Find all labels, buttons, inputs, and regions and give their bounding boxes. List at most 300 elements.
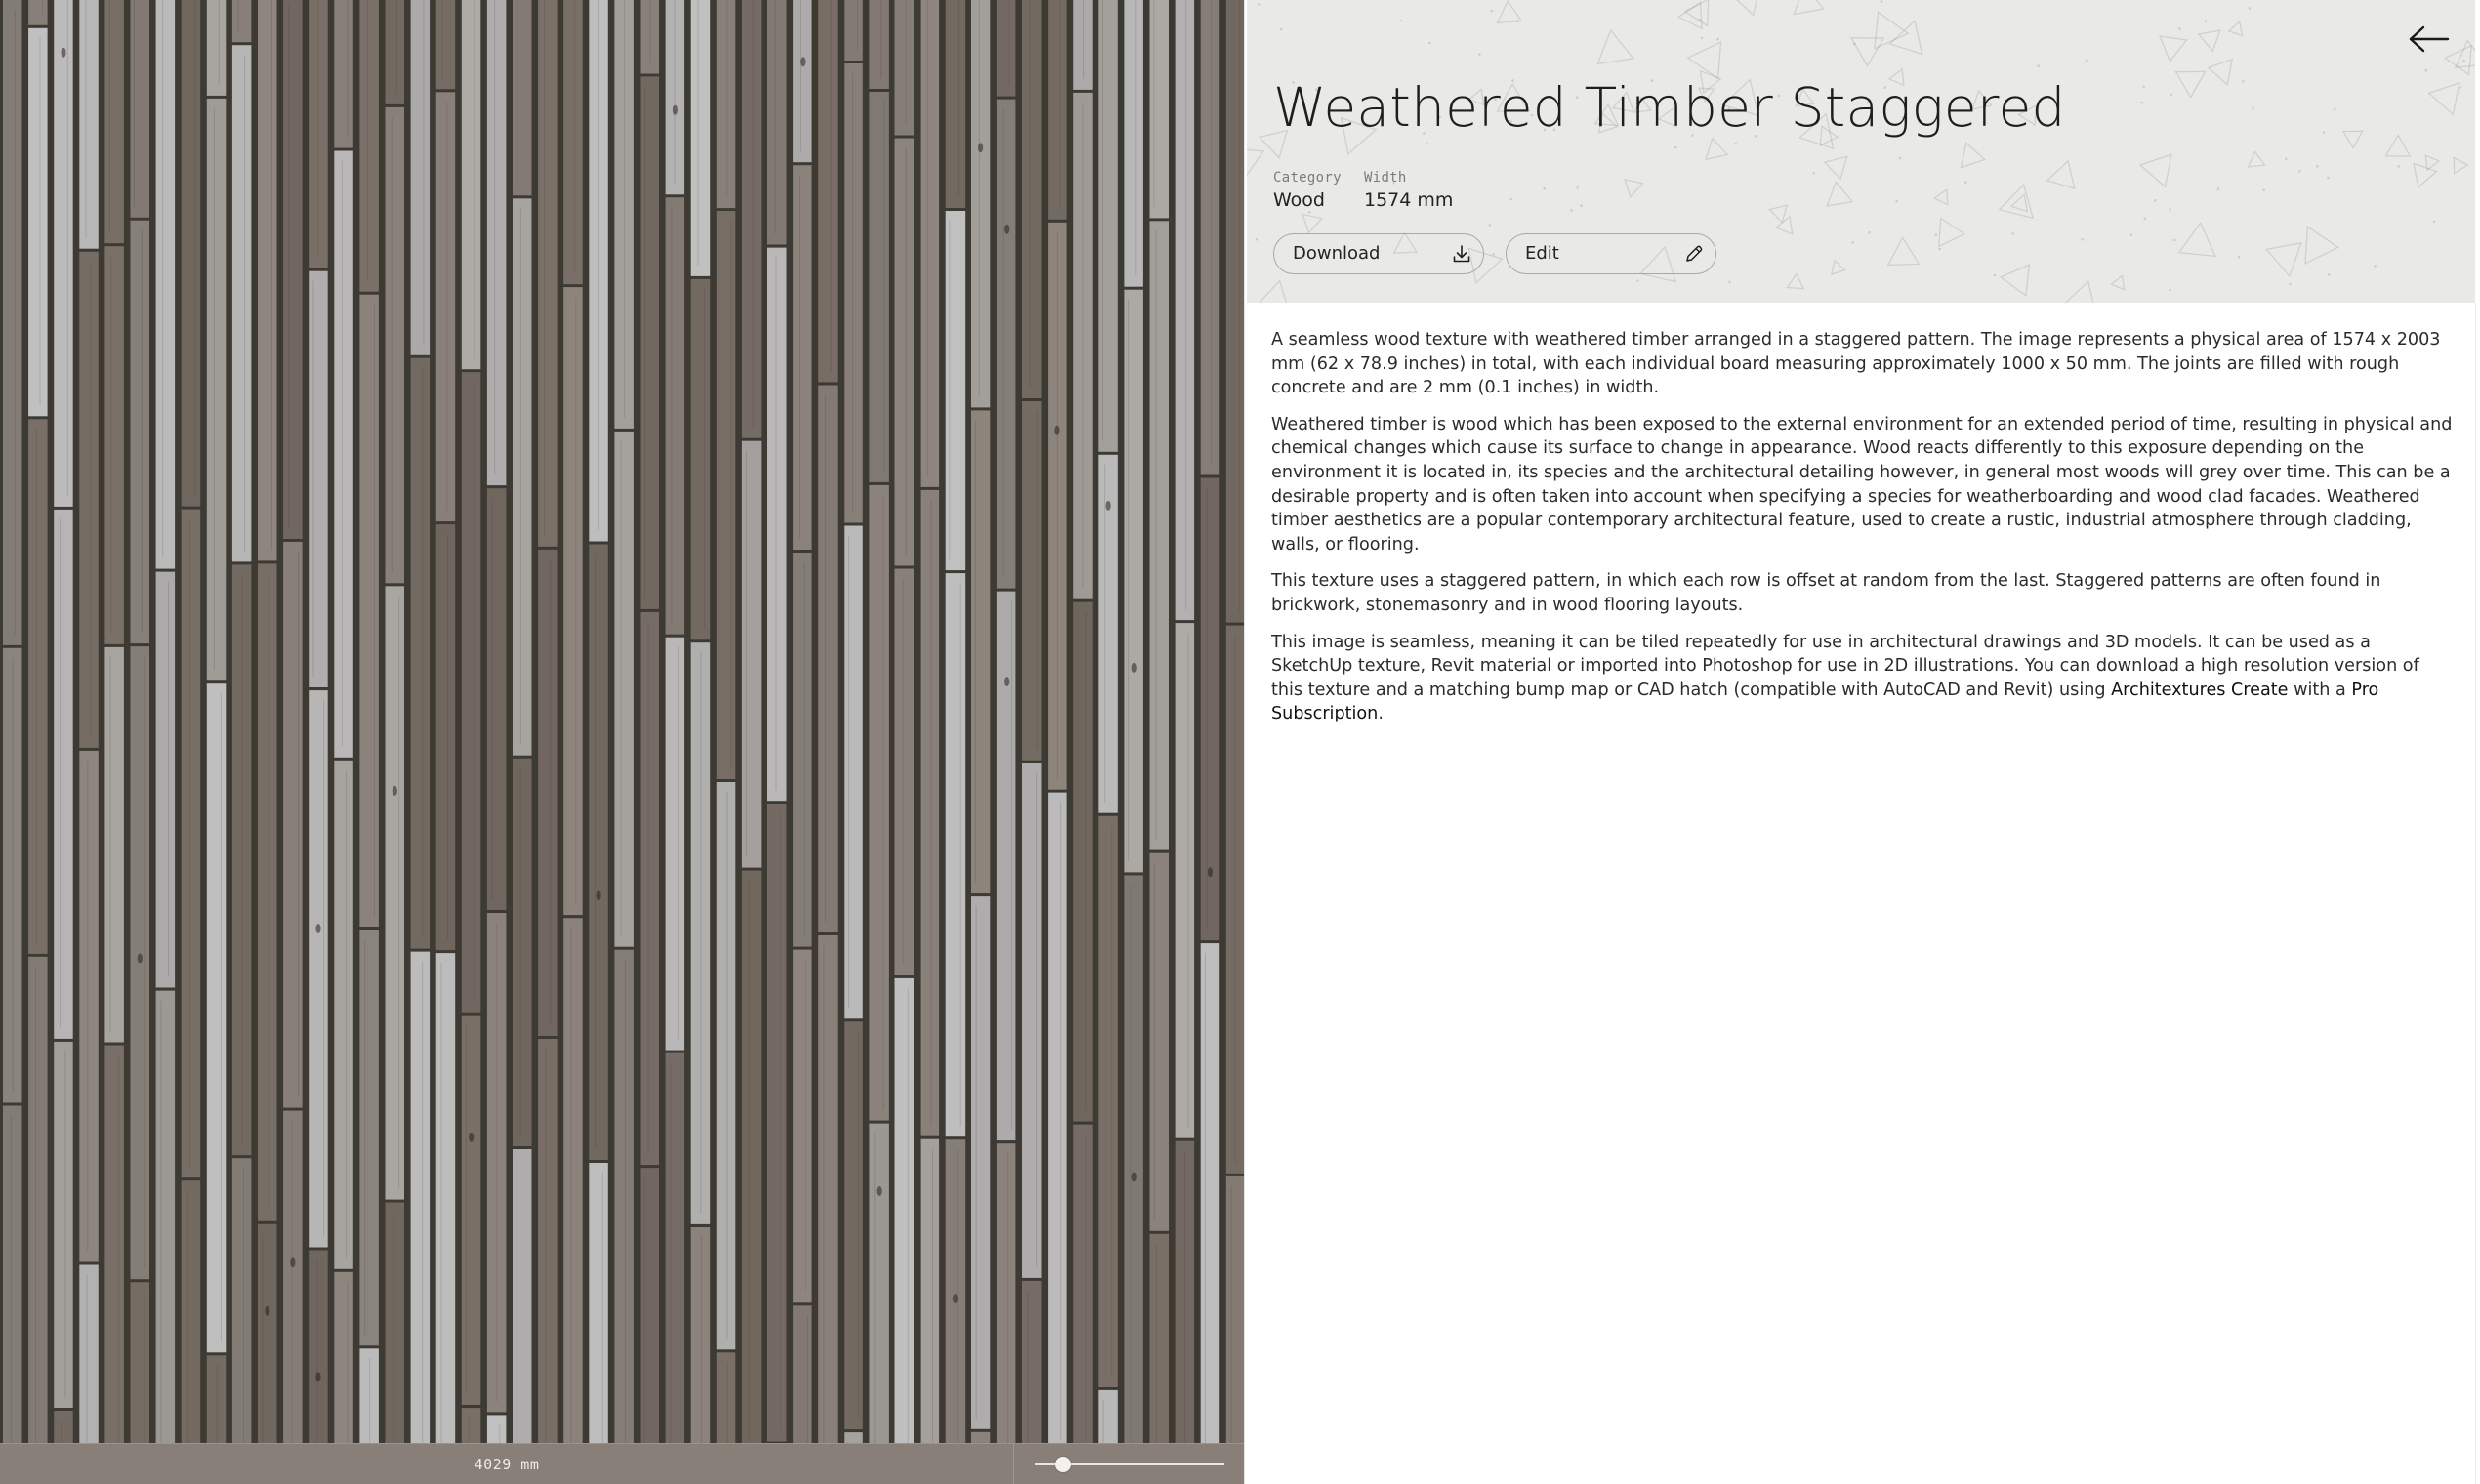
timber-plank bbox=[28, 957, 47, 1443]
pattern-triangle bbox=[1706, 139, 1727, 160]
pattern-dot bbox=[2262, 188, 2265, 191]
pattern-dot bbox=[1895, 200, 1898, 203]
timber-plank bbox=[1201, 943, 1220, 1443]
pattern-dot bbox=[2425, 69, 2428, 72]
pattern-triangle bbox=[1737, 0, 1757, 16]
timber-plank bbox=[895, 569, 915, 976]
pattern-dot bbox=[2462, 60, 2465, 62]
pattern-dot bbox=[2037, 64, 2040, 67]
timber-plank bbox=[971, 410, 991, 893]
pattern-dot bbox=[2217, 187, 2220, 190]
timber-plank bbox=[411, 952, 431, 1443]
timber-plank bbox=[971, 0, 991, 407]
pattern-dot bbox=[1543, 187, 1546, 190]
timber-plank bbox=[641, 76, 660, 609]
timber-plank bbox=[1226, 0, 1244, 623]
pattern-triangle bbox=[2343, 131, 2363, 147]
pattern-triangle bbox=[1597, 30, 1633, 64]
pattern-triangle bbox=[2456, 40, 2475, 67]
back-button[interactable] bbox=[2405, 20, 2452, 59]
texture-image[interactable] bbox=[0, 0, 1244, 1443]
timber-plank bbox=[436, 0, 456, 89]
pattern-dot bbox=[2316, 165, 2319, 168]
pattern-dot bbox=[1899, 157, 1902, 160]
timber-plank bbox=[79, 0, 99, 249]
timber-plank bbox=[283, 1111, 303, 1443]
pattern-dot bbox=[2170, 289, 2172, 292]
pattern-triangle bbox=[2179, 223, 2215, 256]
description-paragraph-2: Weathered timber is wood which has been exposed to the external environment for an extended period of time, resulting in physical and chemical changes which cause its surface to change in appearance. Wood reacts differently to this exposure depending on the environment it is located in, its species and the architectural detailing however, in general most woods will grey over time. This can be a desirable property and is often taken into account when specifying a species for weatherboarding and wood clad facades. Weathered timber aesthetics are a popular contemporary architectural feature, used to create a rustic, industrial atmosphere through cladding, walls, or flooring. bbox=[1271, 414, 2453, 555]
pattern-dot bbox=[1735, 143, 1738, 145]
timber-plank bbox=[1073, 602, 1093, 1122]
timber-plank bbox=[946, 573, 966, 1136]
timber-plank bbox=[182, 0, 201, 507]
timber-plank bbox=[691, 0, 711, 276]
pattern-triangle bbox=[1247, 148, 1263, 177]
timber-plank bbox=[283, 542, 303, 1108]
timber-plank bbox=[1098, 1390, 1118, 1443]
timber-plank bbox=[793, 950, 812, 1303]
arrow-left-icon bbox=[2405, 20, 2452, 59]
pattern-triangle bbox=[2047, 161, 2075, 188]
pattern-dot bbox=[2205, 20, 2208, 22]
timber-plank bbox=[487, 0, 507, 485]
pattern-dot bbox=[2130, 234, 2133, 237]
pattern-triangle bbox=[2305, 227, 2338, 264]
wood-knot bbox=[1132, 1173, 1137, 1182]
pattern-dot bbox=[1478, 53, 1481, 56]
meta-category bbox=[1273, 170, 1342, 215]
pattern-triangle bbox=[2266, 243, 2300, 276]
pattern-dot bbox=[2323, 131, 2326, 134]
pattern-dot bbox=[1280, 28, 1283, 31]
pro-subscription-link[interactable]: Pro Subscription bbox=[1271, 680, 2379, 724]
timber-plank bbox=[232, 45, 252, 561]
pattern-dot bbox=[2242, 80, 2245, 83]
timber-plank bbox=[1124, 875, 1143, 1443]
download-icon bbox=[1452, 244, 1471, 264]
timber-plank bbox=[563, 287, 583, 915]
pattern-triangle bbox=[1302, 215, 1322, 233]
timber-plank bbox=[156, 991, 176, 1443]
timber-plank bbox=[334, 1272, 353, 1443]
pattern-dot bbox=[2433, 221, 2436, 224]
pattern-dot bbox=[1938, 248, 1941, 251]
pattern-dot bbox=[1994, 274, 1997, 277]
timber-plank bbox=[1124, 290, 1143, 873]
pattern-dot bbox=[1426, 143, 1428, 145]
wood-knot bbox=[315, 924, 320, 933]
timber-plank bbox=[3, 0, 22, 645]
pattern-triangle bbox=[1890, 21, 1922, 54]
pattern-dot bbox=[1699, 19, 1702, 21]
timber-plank bbox=[818, 386, 838, 933]
timber-plank bbox=[869, 485, 889, 1121]
wood-knot bbox=[290, 1257, 295, 1267]
zoom-slider-thumb[interactable] bbox=[1055, 1457, 1071, 1472]
wood-knot bbox=[1208, 867, 1213, 877]
timber-plank bbox=[869, 92, 889, 482]
timber-plank bbox=[563, 918, 583, 1443]
timber-plank bbox=[946, 0, 966, 208]
info-header bbox=[1247, 0, 2475, 303]
meta-width-key: Width bbox=[1364, 170, 1407, 186]
texture-description bbox=[1271, 328, 2455, 739]
timber-plank bbox=[538, 550, 558, 1036]
timber-plank bbox=[946, 211, 966, 570]
timber-plank bbox=[1022, 401, 1042, 761]
timber-plank bbox=[1150, 221, 1170, 849]
pattern-dot bbox=[1490, 10, 1493, 13]
wood-knot bbox=[265, 1306, 269, 1316]
wood-knot bbox=[800, 57, 805, 66]
pattern-triangle bbox=[2111, 275, 2124, 289]
timber-plank bbox=[309, 271, 328, 687]
wood-knot bbox=[877, 1186, 882, 1196]
timber-plank bbox=[513, 1149, 532, 1443]
pattern-dot bbox=[2086, 59, 2088, 62]
download-button[interactable] bbox=[1273, 233, 1484, 274]
pattern-triangle bbox=[1827, 182, 1852, 206]
pattern-dot bbox=[2252, 106, 2254, 109]
pattern-dot bbox=[1728, 281, 1731, 284]
pattern-dot bbox=[2011, 232, 2014, 235]
timber-plank bbox=[359, 0, 379, 292]
timber-plank bbox=[538, 1039, 558, 1443]
timber-plank bbox=[1226, 1176, 1244, 1443]
pattern-triangle bbox=[1825, 156, 1847, 179]
timber-plank bbox=[921, 1139, 940, 1443]
timber-plank bbox=[997, 0, 1016, 97]
timber-plank bbox=[309, 1250, 328, 1443]
timber-plank bbox=[844, 526, 863, 1019]
pattern-dot bbox=[1256, 238, 1259, 241]
timber-plank bbox=[79, 252, 99, 748]
pattern-dot bbox=[2081, 238, 2084, 241]
pattern-triangle bbox=[1794, 0, 1823, 15]
timber-plank bbox=[921, 490, 940, 1136]
timber-plank bbox=[614, 432, 634, 947]
timber-plank bbox=[104, 1046, 124, 1444]
pattern-dot bbox=[1813, 172, 1816, 175]
pattern-dot bbox=[2143, 218, 2146, 221]
timber-plank bbox=[1176, 0, 1195, 620]
timber-plank bbox=[79, 751, 99, 1262]
timber-plank bbox=[436, 524, 456, 950]
pattern-dot bbox=[1492, 253, 1495, 256]
pattern-dot bbox=[1489, 224, 1492, 227]
timber-plank bbox=[641, 612, 660, 1165]
wood-knot bbox=[597, 890, 601, 900]
wood-knot bbox=[673, 105, 678, 115]
timber-plank bbox=[717, 211, 736, 779]
pattern-dot bbox=[1428, 42, 1431, 45]
timber-plank bbox=[971, 896, 991, 1429]
pattern-triangle bbox=[1256, 281, 1290, 303]
description-paragraph-1: A seamless wood texture with weathered timber arranged in a staggered pattern. The image represents a physical area of 1574 x 2003 mm (62 x 78.9 inches) in total, with each individual board measuring approximately 1000 x 50 mm. The joints are filled with rough concrete and are 2 mm (0.1 inches) in width. bbox=[1271, 330, 2441, 398]
timber-plank bbox=[895, 978, 915, 1443]
meta-width-value: 1574 mm bbox=[1364, 189, 1454, 211]
timber-plank bbox=[1124, 0, 1143, 287]
pattern-dot bbox=[1580, 204, 1583, 207]
pattern-triangle bbox=[1832, 261, 1845, 274]
timber-plank bbox=[513, 759, 532, 1146]
pattern-dot bbox=[1576, 186, 1579, 189]
timber-plank bbox=[104, 0, 124, 243]
pattern-triangle bbox=[1787, 274, 1803, 289]
architextures-create-link[interactable]: Architextures Create bbox=[2111, 680, 2289, 700]
timber-plank bbox=[691, 279, 711, 639]
pattern-triangle bbox=[2176, 71, 2206, 97]
pattern-dot bbox=[2289, 283, 2292, 286]
timber-plank bbox=[793, 1305, 812, 1443]
timber-plank bbox=[614, 950, 634, 1443]
timber-plank bbox=[666, 638, 685, 1051]
pattern-triangle bbox=[2011, 195, 2028, 212]
edit-button[interactable] bbox=[1506, 233, 1716, 274]
timber-plank bbox=[589, 1163, 608, 1443]
timber-plank bbox=[104, 647, 124, 1043]
pattern-triangle bbox=[1939, 218, 1964, 246]
timber-plank bbox=[359, 295, 379, 928]
pattern-dot bbox=[1399, 20, 1402, 22]
timber-plank bbox=[767, 0, 787, 245]
timber-plank bbox=[895, 0, 915, 136]
timber-plank bbox=[1048, 0, 1067, 220]
pattern-dot bbox=[2374, 265, 2377, 268]
wood-knot bbox=[1004, 225, 1009, 234]
wood-knot bbox=[1054, 426, 1059, 435]
pattern-dot bbox=[2142, 86, 2145, 89]
timber-plank bbox=[156, 572, 176, 988]
timber-plank bbox=[258, 563, 277, 1220]
timber-plank bbox=[717, 782, 736, 1349]
timber-plank bbox=[844, 1432, 863, 1443]
description-paragraph-4-end: . bbox=[1378, 704, 1384, 724]
pattern-dot bbox=[1516, 20, 1519, 22]
timber-plank bbox=[28, 0, 47, 25]
timber-plank bbox=[309, 690, 328, 1247]
pattern-dot bbox=[1510, 198, 1513, 201]
timber-plank bbox=[104, 246, 124, 644]
timber-plank bbox=[589, 545, 608, 1161]
pattern-dot bbox=[2249, 7, 2252, 10]
timber-plank bbox=[54, 510, 72, 1039]
pattern-triangle bbox=[2140, 154, 2171, 186]
timber-plank bbox=[513, 0, 532, 195]
wood-knot bbox=[953, 1294, 958, 1303]
timber-plank bbox=[359, 930, 379, 1345]
wood-knot bbox=[978, 143, 983, 152]
pattern-triangle bbox=[2199, 30, 2220, 51]
pattern-dot bbox=[2178, 27, 2181, 30]
timber-plank bbox=[1150, 0, 1170, 218]
description-paragraph-4 bbox=[1271, 631, 2455, 726]
pattern-dot bbox=[2327, 177, 2330, 180]
edit-button-label: Edit bbox=[1525, 243, 1559, 264]
pattern-dot bbox=[2170, 94, 2172, 97]
timber-plank bbox=[28, 28, 47, 417]
timber-plank bbox=[386, 586, 405, 1199]
zoom-control bbox=[1013, 1444, 1244, 1484]
timber-plank bbox=[283, 0, 303, 539]
timber-plank bbox=[258, 1224, 277, 1443]
texture-info-panel bbox=[1244, 0, 2480, 1484]
wood-knot bbox=[1106, 501, 1111, 511]
timber-plank bbox=[1022, 0, 1042, 398]
pattern-dot bbox=[2298, 170, 2301, 173]
pattern-triangle bbox=[1497, 1, 1521, 23]
timber-plank bbox=[232, 0, 252, 42]
timber-plank bbox=[131, 1282, 150, 1443]
pattern-dot bbox=[2169, 208, 2171, 211]
pattern-triangle bbox=[2385, 135, 2410, 156]
timber-plank bbox=[538, 0, 558, 547]
timber-plank bbox=[1073, 1125, 1093, 1443]
pattern-triangle bbox=[2229, 21, 2243, 35]
pattern-dot bbox=[1881, 0, 1883, 3]
pattern-dot bbox=[1853, 43, 1856, 46]
timber-plank bbox=[1048, 793, 1067, 1443]
timber-plank bbox=[869, 1124, 889, 1443]
timber-plank bbox=[207, 0, 227, 96]
timber-plank bbox=[207, 1355, 227, 1443]
wood-knot bbox=[1004, 677, 1009, 686]
scale-label: 4029 mm bbox=[474, 1456, 540, 1473]
pattern-dot bbox=[1258, 3, 1261, 6]
timber-plank bbox=[1098, 0, 1118, 452]
timber-plank bbox=[334, 0, 353, 148]
pattern-dot bbox=[1868, 231, 1871, 234]
timber-plank bbox=[513, 198, 532, 755]
wood-knot bbox=[315, 1372, 320, 1381]
pattern-dot bbox=[2334, 108, 2336, 111]
pattern-triangle bbox=[1769, 205, 1787, 223]
pattern-triangle bbox=[2414, 163, 2436, 186]
timber-plank bbox=[207, 683, 227, 1352]
page-title: Weathered Timber Staggered bbox=[1273, 76, 2066, 139]
timber-plank bbox=[793, 553, 812, 947]
meta-category-key: Category bbox=[1273, 170, 1342, 186]
timber-plank bbox=[742, 871, 762, 1443]
timber-plank bbox=[742, 441, 762, 868]
pattern-dot bbox=[1964, 181, 1967, 184]
timber-plank bbox=[869, 0, 889, 89]
pattern-dot bbox=[2238, 256, 2241, 259]
wood-knot bbox=[138, 954, 143, 964]
timber-plank bbox=[232, 1158, 252, 1443]
pattern-dot bbox=[2328, 273, 2331, 276]
wood-knot bbox=[61, 48, 65, 58]
timber-plank bbox=[28, 419, 47, 954]
timber-plank bbox=[386, 107, 405, 583]
description-paragraph-3: This texture uses a staggered pattern, in which each row is offset at random from the last. Staggered patterns are often found in brickwork, stonemasonry and in wood flooring layouts. bbox=[1271, 571, 2381, 615]
timber-plank bbox=[182, 510, 201, 1178]
timber-plank bbox=[895, 139, 915, 566]
scroll-edge bbox=[2475, 303, 2476, 1484]
pattern-triangle bbox=[2429, 83, 2459, 114]
timber-plank bbox=[921, 0, 940, 487]
timber-plank bbox=[742, 0, 762, 438]
pattern-triangle bbox=[1934, 189, 1948, 204]
timber-plank bbox=[1098, 816, 1118, 1387]
timber-plank bbox=[334, 761, 353, 1269]
timber-plank bbox=[563, 0, 583, 284]
timber-plank bbox=[487, 488, 507, 910]
timber-plank bbox=[1022, 763, 1042, 1278]
timber-plank bbox=[1022, 1281, 1042, 1443]
timber-plank bbox=[793, 0, 812, 162]
timber-plank bbox=[258, 0, 277, 560]
pattern-dot bbox=[2397, 165, 2400, 168]
timber-plank bbox=[462, 372, 481, 1013]
pattern-triangle bbox=[2209, 60, 2233, 85]
pattern-dot bbox=[2285, 158, 2288, 161]
wood-knot bbox=[1132, 663, 1137, 673]
pattern-dot bbox=[2173, 239, 2176, 242]
pattern-triangle bbox=[1962, 143, 1985, 167]
zoom-slider-track[interactable] bbox=[1035, 1463, 1224, 1465]
timber-plank bbox=[54, 0, 72, 507]
timber-plank bbox=[1150, 1234, 1170, 1443]
timber-plank bbox=[641, 1168, 660, 1443]
pattern-dot bbox=[1701, 37, 1704, 40]
timber-plank bbox=[844, 0, 863, 61]
timber-plank bbox=[946, 1139, 966, 1443]
timber-plank bbox=[386, 1203, 405, 1444]
description-paragraph-4-connector: with a bbox=[2288, 680, 2352, 700]
timber-plank bbox=[717, 1352, 736, 1443]
timber-plank bbox=[793, 165, 812, 550]
pattern-dot bbox=[1570, 209, 1573, 212]
pattern-triangle bbox=[1625, 180, 1642, 197]
pattern-triangle bbox=[2249, 151, 2265, 167]
meta-width bbox=[1364, 170, 1453, 215]
pattern-triangle bbox=[2425, 155, 2439, 170]
timber-plank bbox=[182, 1180, 201, 1443]
timber-plank bbox=[462, 1016, 481, 1405]
timber-plank bbox=[411, 358, 431, 949]
pattern-dot bbox=[2154, 199, 2157, 202]
description-paragraph-4-text: This image is seamless, meaning it can be tiled repeatedly for use in architectural drawings and 3D models. It can be used as a SketchUp texture, Revit material or imported into Photoshop for use in 2D illustrations. You can download a high resolution version of this texture and a matching bump map or CAD hatch (compatible with AutoCAD and Revit) using bbox=[1271, 632, 2419, 700]
timber-plank bbox=[1201, 0, 1220, 475]
timber-plank bbox=[997, 1143, 1016, 1443]
pattern-triangle bbox=[1888, 238, 1920, 266]
timber-plank bbox=[436, 92, 456, 521]
download-button-label: Download bbox=[1293, 243, 1381, 264]
timber-plank bbox=[1073, 0, 1093, 90]
timber-plank bbox=[818, 0, 838, 382]
timber-plank bbox=[971, 1432, 991, 1443]
timber-plank bbox=[666, 1053, 685, 1443]
timber-plank bbox=[997, 592, 1016, 1141]
timber-plank bbox=[767, 804, 787, 1441]
wood-knot bbox=[469, 1133, 474, 1142]
timber-plank bbox=[1176, 623, 1195, 1138]
timber-plank bbox=[487, 1415, 507, 1443]
timber-plank bbox=[691, 1227, 711, 1443]
timber-plank bbox=[462, 1408, 481, 1443]
pattern-dot bbox=[1636, 279, 1639, 282]
timber-plank bbox=[436, 953, 456, 1443]
timber-plank bbox=[818, 935, 838, 1443]
timber-plank bbox=[997, 100, 1016, 589]
pattern-dot bbox=[2459, 86, 2461, 89]
timber-plank bbox=[54, 1042, 72, 1408]
pattern-triangle bbox=[2160, 36, 2187, 62]
pattern-triangle bbox=[2001, 265, 2029, 296]
wood-knot bbox=[393, 786, 397, 796]
